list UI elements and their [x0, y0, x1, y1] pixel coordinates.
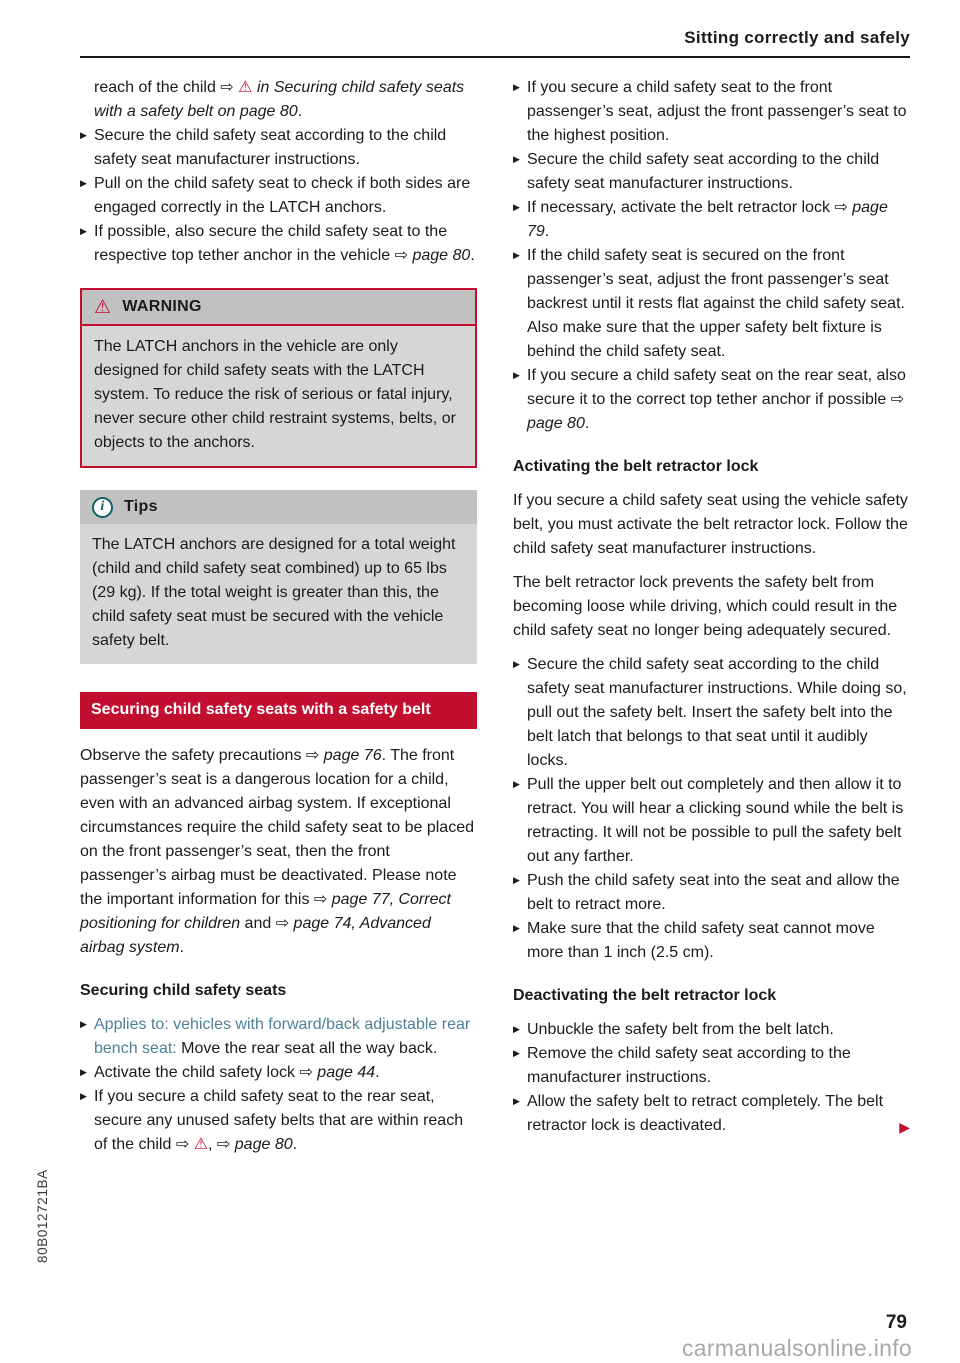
bullet-list: [80, 124, 477, 268]
list-item-text: If you secure a child safety seat on the rear seat, also secure it to the correct top tether anchor if possible ⇨ page 80.: [527, 367, 906, 432]
bullet-triangle-icon: ▶: [513, 779, 520, 789]
info-icon: i: [92, 497, 113, 518]
paragraph: The belt retractor lock prevents the safety belt from becoming loose while driving, which could result in the child safety seat no longer being adequately secured.: [513, 574, 898, 639]
page-ref-arrow-icon: ⇨: [394, 247, 413, 264]
list-item-text: Activate the child safety lock ⇨ page 44.: [94, 1064, 380, 1081]
bullet-triangle-icon: ▶: [513, 659, 520, 669]
warning-header: [82, 290, 475, 326]
continuation-arrow-icon: ▶: [899, 1119, 910, 1135]
bullet-list: [513, 76, 910, 436]
list-item-text: Secure the child safety seat according to the child safety seat manufacturer instructions.: [527, 151, 880, 192]
watermark: carmanualsonline.info: [681, 1335, 912, 1361]
subsection-heading: Securing child safety seats: [80, 982, 287, 999]
tips-header: [80, 490, 477, 524]
warning-triangle-icon: ⚠: [193, 1136, 209, 1153]
bullet-triangle-icon: ▶: [513, 202, 520, 212]
warning-body: The LATCH anchors in the vehicle are only designed for child safety seats with the LATCH system. To reduce the risk of serious or fatal injury, never secure other child restraint systems, belts, or objects to the anchors.: [82, 326, 475, 466]
list-item-text: Push the child safety seat into the seat and allow the belt to retract more.: [527, 872, 900, 913]
list-item-text: If the child safety seat is secured on the front passenger’s seat, adjust the front passenger’s seat backrest until it rests flat against the child safety seat. Also make sure that the upper safety belt fixture is behind the child safety seat.: [527, 247, 905, 360]
document-code: 80B012721BA: [35, 1169, 50, 1263]
warning-icon: ⚠: [94, 296, 112, 318]
page-ref-arrow-icon: ⇨: [216, 1136, 235, 1153]
tips-title: Tips: [124, 498, 158, 515]
bullet-triangle-icon: ▶: [80, 226, 87, 236]
bullet-triangle-icon: ▶: [513, 1096, 520, 1106]
page-ref-arrow-icon: ⇨: [175, 1136, 194, 1153]
subsection-heading: Deactivating the belt retractor lock: [513, 987, 777, 1004]
bullet-triangle-icon: ▶: [513, 82, 520, 92]
continued-paragraph: reach of the child ⇨ ⚠ in Securing child safety seats with a safety belt on page 80.: [94, 79, 465, 120]
left-column: [80, 76, 477, 1159]
list-item-text: Pull the upper belt out completely and then allow it to retract. You will hear a clicking sound while the belt is retracting. It will not be possible to pull the safety belt out any farther.: [527, 776, 904, 865]
bullet-triangle-icon: ▶: [513, 154, 520, 164]
list-item: [513, 244, 910, 364]
list-item-text: Make sure that the child safety seat cannot move more than 1 inch (2.5 cm).: [527, 920, 875, 961]
list-item: [513, 1042, 910, 1090]
list-item: [513, 917, 910, 965]
list-item-text: Pull on the child safety seat to check if both sides are engaged correctly in the LATCH anchors.: [94, 175, 471, 216]
page-header-title: Sitting correctly and safely: [684, 28, 910, 47]
page-ref-arrow-icon: ⇨: [220, 79, 239, 96]
list-item-text: If you secure a child safety seat to the front passenger’s seat, adjust the front passenger’s seat to the highest position.: [527, 79, 907, 144]
page-ref-arrow-icon: ⇨: [275, 915, 294, 932]
list-item: [513, 869, 910, 917]
list-item-text: If necessary, activate the belt retractor lock ⇨ page 79.: [527, 199, 888, 240]
header-divider: [80, 56, 910, 58]
page-ref-arrow-icon: ⇨: [313, 891, 332, 908]
bullet-list: [513, 1018, 910, 1138]
bullet-triangle-icon: ▶: [513, 923, 520, 933]
bullet-triangle-icon: ▶: [80, 1091, 87, 1101]
tips-box: [80, 490, 477, 664]
bullet-triangle-icon: ▶: [513, 875, 520, 885]
list-item: [513, 773, 910, 869]
bullet-triangle-icon: ▶: [80, 1019, 87, 1029]
list-item-text: Unbuckle the safety belt from the belt latch.: [527, 1021, 834, 1038]
bullet-triangle-icon: ▶: [513, 1024, 520, 1034]
subsection-heading: Activating the belt retractor lock: [513, 458, 759, 475]
list-item: [80, 124, 477, 172]
list-item: [513, 76, 910, 148]
list-item: [80, 1013, 477, 1061]
list-item: [513, 364, 910, 436]
list-item-text: Secure the child safety seat according to the child safety seat manufacturer instructions.: [94, 127, 447, 168]
list-item: [513, 1018, 910, 1042]
list-item: [513, 196, 910, 244]
section-heading: Securing child safety seats with a safety belt: [80, 692, 477, 729]
bullet-list: [80, 1013, 477, 1157]
list-item-text: Secure the child safety seat according to the child safety seat manufacturer instructions. While doing so, pull out the safety belt. Insert the safety belt into the belt latch that belongs to that seat until it audibly locks.: [527, 656, 907, 769]
tips-body: The LATCH anchors are designed for a total weight (child and child safety seat combined) up to 65 lbs (29 kg). If the total weight is greater than this, the child safety seat must be secured with the vehicle safety belt.: [80, 524, 477, 664]
list-item: [80, 1061, 477, 1085]
page-ref-arrow-icon: ⇨: [299, 1064, 318, 1081]
list-item: [80, 220, 477, 268]
bullet-triangle-icon: ▶: [513, 250, 520, 260]
page-number: 79: [885, 1312, 907, 1333]
warning-box: [80, 288, 477, 468]
list-item: [513, 1090, 910, 1138]
bullet-triangle-icon: ▶: [513, 370, 520, 380]
bullet-triangle-icon: ▶: [513, 1048, 520, 1058]
list-item-text: If possible, also secure the child safety seat to the respective top tether anchor in the vehicle ⇨ page 80.: [94, 223, 475, 264]
list-item-text: Remove the child safety seat according to the manufacturer instructions.: [527, 1045, 851, 1086]
list-item-text: Applies to: vehicles with forward/back adjustable rear bench seat: Move the rear seat all the way back.: [94, 1016, 471, 1057]
page-ref-arrow-icon: ⇨: [834, 199, 853, 216]
list-item: [80, 172, 477, 220]
list-item: [80, 1085, 477, 1157]
warning-triangle-icon: ⚠: [238, 79, 253, 96]
warning-title: WARNING: [122, 298, 202, 315]
bullet-triangle-icon: ▶: [80, 178, 87, 188]
list-item: [513, 653, 910, 773]
paragraph: If you secure a child safety seat using the vehicle safety belt, you must activate the belt retractor lock. Follow the child safety seat manufacturer instructions.: [513, 492, 908, 557]
list-item-text: Allow the safety belt to retract completely. The belt retractor lock is deactivated.: [527, 1093, 884, 1134]
bullet-triangle-icon: ▶: [80, 1067, 87, 1077]
bullet-list: [513, 653, 910, 965]
right-column: [513, 76, 910, 1140]
paragraph: Observe the safety precautions ⇨ page 76. The front passenger’s seat is a dangerous location for a child, even with an advanced airbag system. If exceptional circumstances require the child safety seat to be placed on the front passenger’s seat, then the front passenger’s airbag must be deactivated. Please note the important information for this ⇨ page 77, Correct positioning for children and ⇨ page 74, Advanced airbag system.: [80, 747, 474, 956]
list-item: [513, 148, 910, 196]
content-columns: [80, 76, 910, 1159]
bullet-triangle-icon: ▶: [80, 130, 87, 140]
page-ref-arrow-icon: ⇨: [890, 391, 905, 408]
applies-to-link: Applies to: vehicles with forward/back adjustable rear bench seat:: [94, 1016, 471, 1057]
list-item-text: If you secure a child safety seat to the rear seat, secure any unused safety belts that are within reach of the child ⇨ ⚠, ⇨ page 80.: [94, 1088, 464, 1153]
page-ref-arrow-icon: ⇨: [305, 747, 324, 764]
